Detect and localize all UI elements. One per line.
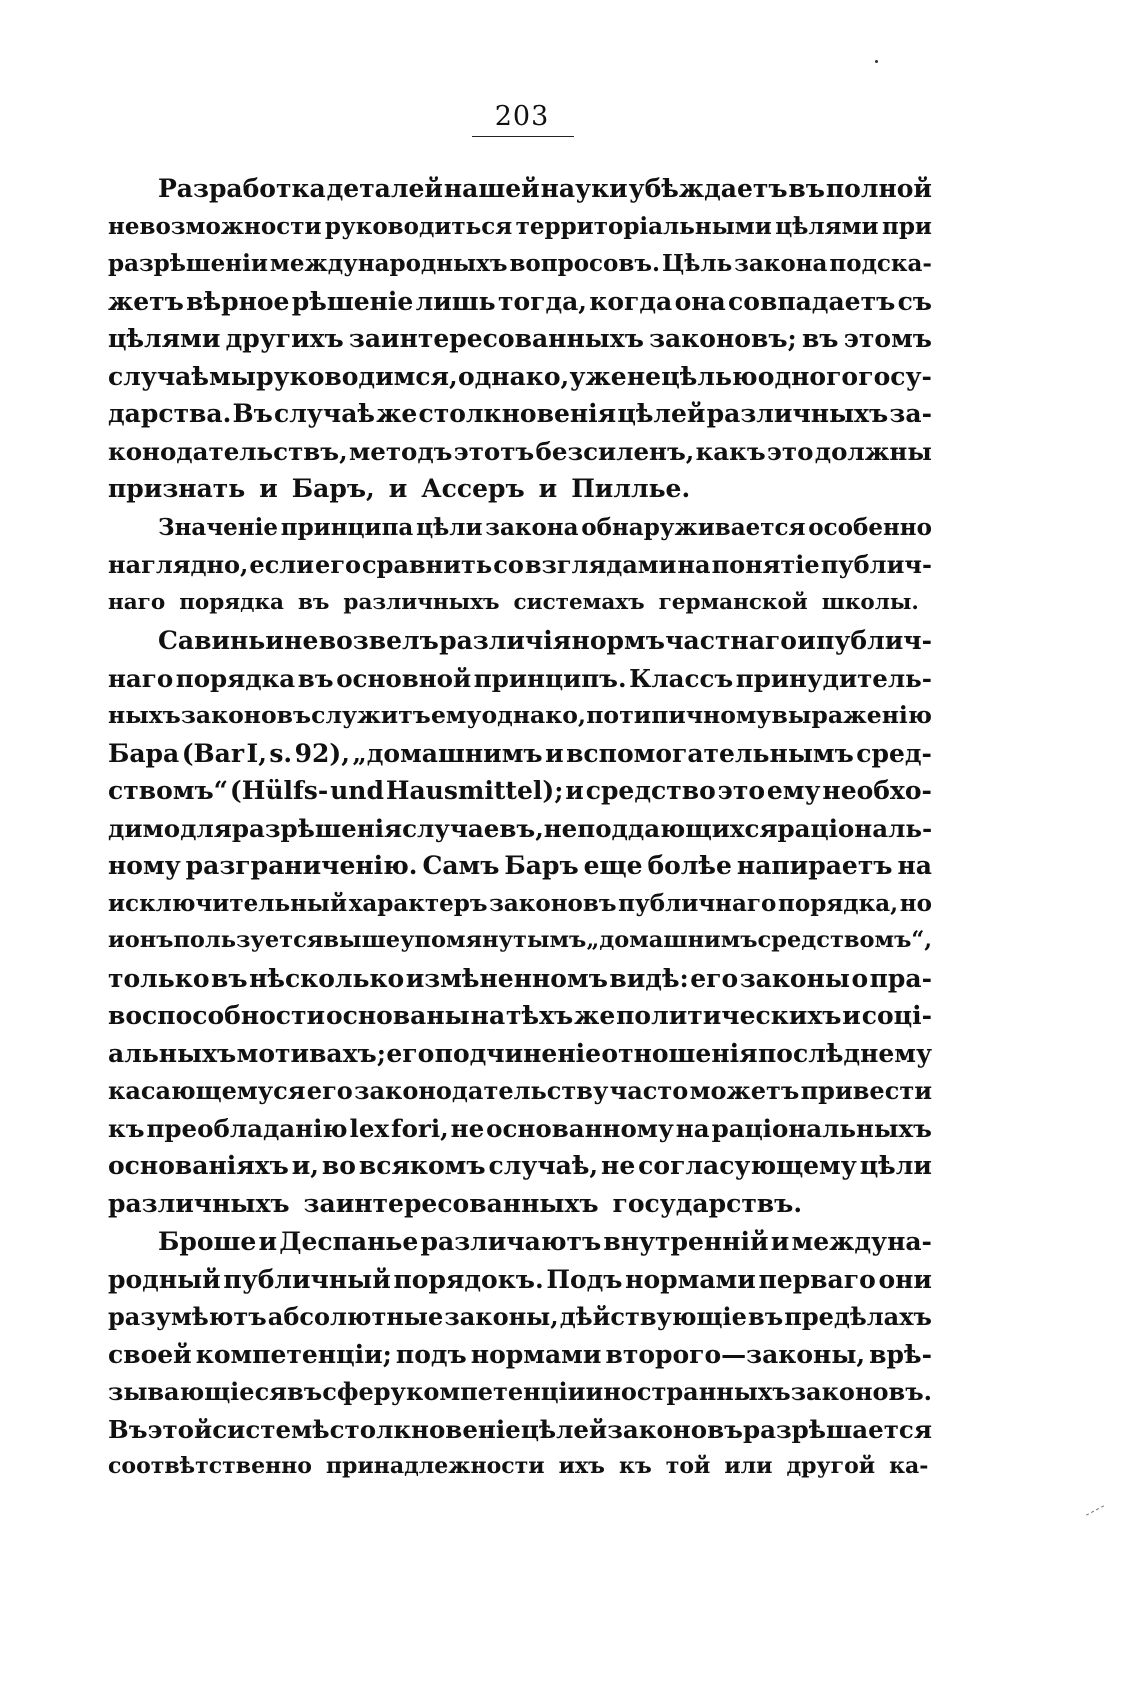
word: Классъ — [629, 663, 734, 693]
word: понятіе — [711, 550, 820, 579]
word: госу- — [858, 361, 932, 391]
word: на — [470, 1001, 506, 1030]
word: вопросовъ. — [509, 250, 661, 277]
word: уже — [569, 361, 627, 391]
word: Значеніе — [158, 513, 278, 541]
word: сред- — [856, 738, 932, 768]
word: невозможности — [108, 212, 322, 240]
word: Баръ, — [291, 474, 375, 503]
word: междуна- — [791, 1227, 932, 1256]
word: принципъ. — [473, 663, 627, 693]
word: публичнаго — [618, 889, 777, 917]
word: вѣрное — [186, 286, 290, 316]
word: законовъ. — [790, 1377, 932, 1406]
word: порядокъ. — [393, 1264, 544, 1294]
word: взглядами — [524, 550, 677, 579]
word: различаютъ — [420, 1227, 602, 1256]
text-line — [108, 170, 932, 208]
word: этомъ — [843, 324, 932, 353]
word: (Bar — [181, 738, 245, 768]
word: законовъ — [180, 701, 312, 729]
word: германской — [658, 589, 808, 615]
word: убѣждаетъ — [628, 174, 788, 203]
word: законовъ — [489, 889, 617, 917]
word: цѣлями — [775, 212, 879, 240]
word: напираетъ — [736, 851, 893, 880]
word: абсолютные — [267, 1302, 444, 1331]
word: принудитель- — [735, 663, 932, 693]
word: подска- — [829, 250, 932, 277]
word: Деспанье — [279, 1227, 419, 1256]
word: наго — [108, 589, 166, 615]
word: „домашнимъ — [586, 927, 758, 953]
word: I, — [246, 738, 267, 768]
word: разграниченію. — [185, 851, 418, 880]
word: еще — [583, 851, 643, 880]
word: раціональныхъ — [711, 1113, 932, 1143]
text-line — [108, 1223, 932, 1261]
word: случаѣ, — [488, 1151, 599, 1180]
word: публич- — [820, 550, 932, 579]
word: наглядно, — [108, 550, 249, 579]
word: его — [315, 550, 362, 579]
word: вышеупомянутымъ — [323, 927, 587, 953]
text-line — [108, 358, 932, 396]
word: основной — [336, 663, 472, 693]
word: Въ — [108, 1414, 148, 1444]
word: не — [284, 626, 319, 655]
word: при — [882, 212, 932, 240]
word: цѣли — [416, 513, 483, 541]
word: и — [797, 626, 816, 655]
word: заинтересованныхъ — [348, 324, 644, 353]
word: и — [388, 474, 408, 503]
word: компетенціи — [406, 1377, 586, 1406]
text-line — [108, 245, 932, 283]
text-line — [108, 283, 932, 321]
word: s. — [269, 738, 293, 768]
word: Въ — [232, 399, 273, 428]
word: тѣхъ — [506, 1001, 574, 1030]
word: конодательствъ, — [108, 436, 348, 466]
word: Бара — [108, 738, 180, 768]
word: совпадаетъ — [728, 286, 896, 316]
word: въ — [211, 963, 248, 993]
text-line — [108, 546, 932, 584]
text-line — [108, 1411, 932, 1449]
word: ному — [108, 851, 181, 880]
word: на — [677, 550, 711, 579]
text-line — [108, 509, 932, 547]
word: вспомогательнымъ — [566, 738, 854, 768]
word: альныхъ — [108, 1038, 237, 1068]
word: предѣлахъ — [784, 1302, 932, 1331]
word: и — [565, 776, 584, 805]
word: часто — [609, 1076, 689, 1105]
word: безсиленъ, — [535, 436, 695, 466]
word: порядка, — [778, 889, 899, 917]
word: нашей — [443, 174, 540, 203]
word: принадлежности — [325, 1453, 545, 1479]
word: цѣлями — [108, 324, 221, 353]
word: зывающіеся — [108, 1377, 287, 1406]
text-line — [108, 735, 932, 773]
text-line — [108, 772, 932, 810]
word: принципа — [280, 513, 414, 541]
word: публичный — [223, 1264, 391, 1294]
page-number-block — [470, 100, 574, 134]
word: типичному — [619, 701, 772, 729]
word: не — [626, 361, 662, 391]
word: lex — [349, 1113, 390, 1143]
word: въ — [801, 324, 839, 353]
word: законовъ; — [649, 324, 797, 353]
word: о — [851, 963, 869, 993]
word: случаевъ, — [402, 813, 544, 843]
word: его — [386, 1038, 435, 1068]
word: въ — [287, 1377, 323, 1406]
page-number-rule — [472, 136, 574, 137]
word: ствомъ“ — [108, 776, 229, 805]
text-line — [108, 660, 932, 698]
text-line — [108, 1072, 932, 1110]
word: системахъ — [513, 589, 645, 615]
word: перваго — [758, 1264, 876, 1294]
text-line — [108, 960, 932, 998]
word: мы — [209, 361, 256, 391]
word: этой — [147, 1414, 213, 1444]
word: различія — [439, 626, 572, 655]
word: наго — [108, 663, 174, 693]
word: „домашнимъ — [352, 738, 543, 768]
word: государствъ. — [612, 1188, 803, 1218]
word: столкновеніе — [329, 1414, 521, 1444]
word: различныхъ — [108, 1188, 290, 1218]
word: разрѣшеніи — [108, 250, 268, 277]
word: иностранныхъ — [585, 1377, 791, 1406]
word: науки — [540, 174, 628, 203]
word: не — [543, 813, 578, 843]
word: на — [897, 851, 932, 880]
word: къ — [618, 1453, 652, 1479]
word: частнаго — [665, 626, 797, 655]
word: тогда, — [497, 286, 588, 316]
word: законодательству — [354, 1076, 609, 1105]
word: врѣ- — [869, 1339, 932, 1369]
text-line — [108, 922, 932, 960]
word: можетъ — [689, 1076, 800, 1105]
paragraph — [108, 1223, 932, 1486]
word: преобладанію — [146, 1113, 348, 1143]
word: и — [770, 1227, 790, 1256]
word: цѣли — [859, 1151, 932, 1180]
word: руководимся, — [256, 361, 458, 391]
word: 92), — [294, 738, 350, 768]
word: должны — [814, 436, 932, 466]
word: порядка — [175, 663, 296, 693]
word: жетъ — [108, 286, 184, 316]
word: основаны — [325, 1001, 470, 1030]
word: разумѣютъ — [108, 1302, 267, 1331]
word: Подъ — [546, 1264, 623, 1294]
word: территоріальными — [515, 212, 772, 240]
word: поддающихся — [577, 813, 778, 843]
word: послѣднему — [758, 1038, 932, 1068]
text-line — [108, 1373, 932, 1411]
word: или — [724, 1453, 773, 1479]
word: законы, — [444, 1302, 559, 1331]
word: цѣлей — [520, 1414, 608, 1444]
text-line — [108, 622, 932, 660]
word: обнаруживается — [581, 513, 806, 541]
word: системѣ — [212, 1414, 330, 1444]
word: Цѣль — [661, 250, 733, 277]
word: международныхъ — [269, 250, 508, 277]
word: основаніяхъ — [108, 1151, 289, 1180]
body-text — [108, 170, 932, 1486]
word: цѣлью — [661, 361, 758, 391]
text-line — [108, 997, 932, 1035]
word: родный — [108, 1264, 221, 1294]
word: это — [766, 436, 814, 466]
word: той — [665, 1453, 711, 1479]
word: политическихъ — [616, 1001, 842, 1030]
word: законы — [739, 963, 850, 993]
word: какъ — [695, 436, 766, 466]
word: (Hülfs- — [229, 776, 329, 805]
text-line — [108, 885, 932, 923]
word: Савиньи — [158, 626, 284, 655]
word: измѣненномъ — [405, 963, 608, 993]
text-line — [108, 433, 932, 471]
word: средство — [585, 776, 716, 805]
word: сравнить — [362, 550, 493, 579]
word: признать — [108, 474, 246, 503]
text-line — [108, 395, 932, 433]
word: и — [538, 474, 558, 503]
paragraph — [108, 622, 932, 1222]
word: Самъ — [422, 851, 500, 880]
word: ныхъ — [108, 701, 181, 729]
text-line — [108, 470, 932, 508]
word: она — [674, 286, 726, 316]
text-line — [108, 1035, 932, 1073]
word: ка- — [889, 1453, 929, 1479]
text-line — [108, 584, 932, 622]
word: случаѣ — [274, 399, 375, 428]
word: руководиться — [324, 212, 513, 240]
word: въ — [297, 589, 330, 615]
text-line — [108, 1298, 932, 1336]
word: не — [601, 1151, 636, 1180]
word: случаѣ — [108, 361, 209, 391]
word: но — [899, 889, 932, 917]
word: если — [249, 550, 315, 579]
word: разрѣшается — [742, 1414, 932, 1444]
word: отношенія — [601, 1038, 758, 1068]
word: Разработка — [158, 174, 326, 203]
word: это — [717, 776, 766, 805]
text-line — [108, 1261, 932, 1299]
word: за- — [889, 399, 932, 428]
word: нормами — [470, 1339, 602, 1369]
word: закона — [485, 513, 579, 541]
word: различныхъ — [343, 589, 500, 615]
word: его — [306, 1076, 353, 1105]
word: и — [259, 474, 278, 503]
word: касающемуся — [108, 1076, 306, 1105]
word: Пиллье. — [571, 474, 691, 503]
word: его — [690, 963, 739, 993]
word: разрѣшенія — [231, 813, 403, 843]
word: же — [376, 399, 418, 428]
word: цѣлей — [617, 399, 706, 428]
word: нѣсколько — [249, 963, 405, 993]
word: необхо- — [822, 776, 932, 805]
word: во — [321, 1151, 356, 1180]
scan-scratch — [1086, 1505, 1104, 1515]
word: школы. — [821, 589, 919, 615]
word: пра- — [869, 963, 932, 993]
word: и, — [291, 1151, 319, 1180]
word: публич- — [816, 626, 932, 655]
word: столкновенія — [418, 399, 617, 428]
text-line — [108, 1110, 932, 1148]
word: ему — [766, 776, 821, 805]
word: со — [493, 550, 524, 579]
word: und — [330, 776, 384, 805]
paragraph — [108, 509, 932, 622]
word: лишь — [415, 286, 496, 316]
text-line — [108, 1147, 932, 1185]
word: однако, — [457, 361, 570, 391]
word: дѣйствующіе — [559, 1302, 747, 1331]
word: пользуется — [173, 927, 324, 953]
word: ихъ — [558, 1453, 605, 1479]
text-line — [108, 1448, 932, 1486]
word: димо — [108, 813, 181, 843]
word: съ — [897, 286, 932, 316]
word: по — [586, 701, 620, 729]
word: только — [108, 963, 210, 993]
word: въ — [297, 663, 334, 693]
word: особенно — [808, 513, 932, 541]
word: не — [450, 1113, 485, 1143]
word: Hausmittel); — [385, 776, 564, 805]
word: въ — [748, 1302, 784, 1331]
word: основанному — [486, 1113, 674, 1143]
word: внутренній — [603, 1227, 769, 1256]
word: и — [108, 927, 125, 953]
word: характеръ — [348, 889, 488, 917]
word: и — [842, 1001, 861, 1030]
word: fori, — [391, 1113, 449, 1143]
word: всякомъ — [358, 1151, 486, 1180]
word: и — [545, 738, 564, 768]
word: ему — [430, 701, 482, 729]
word: исключительный — [108, 889, 348, 917]
word: нормъ — [571, 626, 665, 655]
word: компетенціи; — [195, 1339, 392, 1369]
word: согласующему — [638, 1151, 857, 1180]
word: въ — [788, 174, 825, 203]
word: видѣ: — [609, 963, 689, 993]
word: выраженію — [771, 701, 932, 729]
word: другихъ — [225, 324, 344, 353]
word: болѣе — [647, 851, 732, 880]
word: служитъ — [311, 701, 431, 729]
scan-speck — [875, 60, 878, 63]
word: деталей — [326, 174, 443, 203]
word: различныхъ — [706, 399, 889, 428]
word: для — [180, 813, 232, 843]
word: соотвѣтственно — [108, 1453, 312, 1479]
paragraph — [108, 170, 932, 508]
text-line — [108, 208, 932, 246]
word: одного — [757, 361, 859, 391]
text-line — [108, 320, 932, 358]
word: на — [675, 1113, 710, 1143]
word: однако, — [481, 701, 587, 729]
word: закона — [734, 250, 828, 277]
text-line — [108, 810, 932, 848]
word: раціональ- — [777, 813, 933, 843]
word: къ — [108, 1113, 145, 1143]
text-line — [108, 1336, 932, 1374]
word: Ассеръ — [421, 474, 525, 503]
text-line — [108, 847, 932, 885]
word: нормами — [625, 1264, 756, 1294]
word: другой — [786, 1453, 876, 1479]
word: порядка — [179, 589, 284, 615]
word: мотивахъ; — [236, 1038, 386, 1068]
word: онъ — [124, 927, 174, 953]
word: заинтересованныхъ — [303, 1188, 599, 1218]
word: привести — [800, 1076, 932, 1105]
word: сферу — [322, 1377, 406, 1406]
page-number: 203 — [494, 101, 550, 132]
word: второго—законы, — [605, 1339, 866, 1369]
word: подъ — [395, 1339, 467, 1369]
word: они — [878, 1264, 932, 1294]
word: рѣшеніе — [291, 286, 414, 316]
word: методъ — [348, 436, 453, 466]
text-line — [108, 1185, 932, 1223]
word: же — [574, 1001, 616, 1030]
word: Броше — [158, 1227, 257, 1256]
word: средствомъ“, — [757, 927, 933, 953]
word: подчиненіе — [434, 1038, 602, 1068]
word: своей — [108, 1339, 192, 1369]
word: возвелъ — [318, 626, 439, 655]
word: законовъ — [607, 1414, 743, 1444]
word: этотъ — [453, 436, 535, 466]
word: воспособности — [108, 1001, 326, 1030]
word: когда — [589, 286, 673, 316]
word: полной — [825, 174, 932, 203]
word: дарства. — [108, 399, 232, 428]
word: и — [258, 1227, 278, 1256]
text-line — [108, 697, 932, 735]
word: соці- — [861, 1001, 932, 1030]
word: Баръ — [504, 851, 579, 880]
